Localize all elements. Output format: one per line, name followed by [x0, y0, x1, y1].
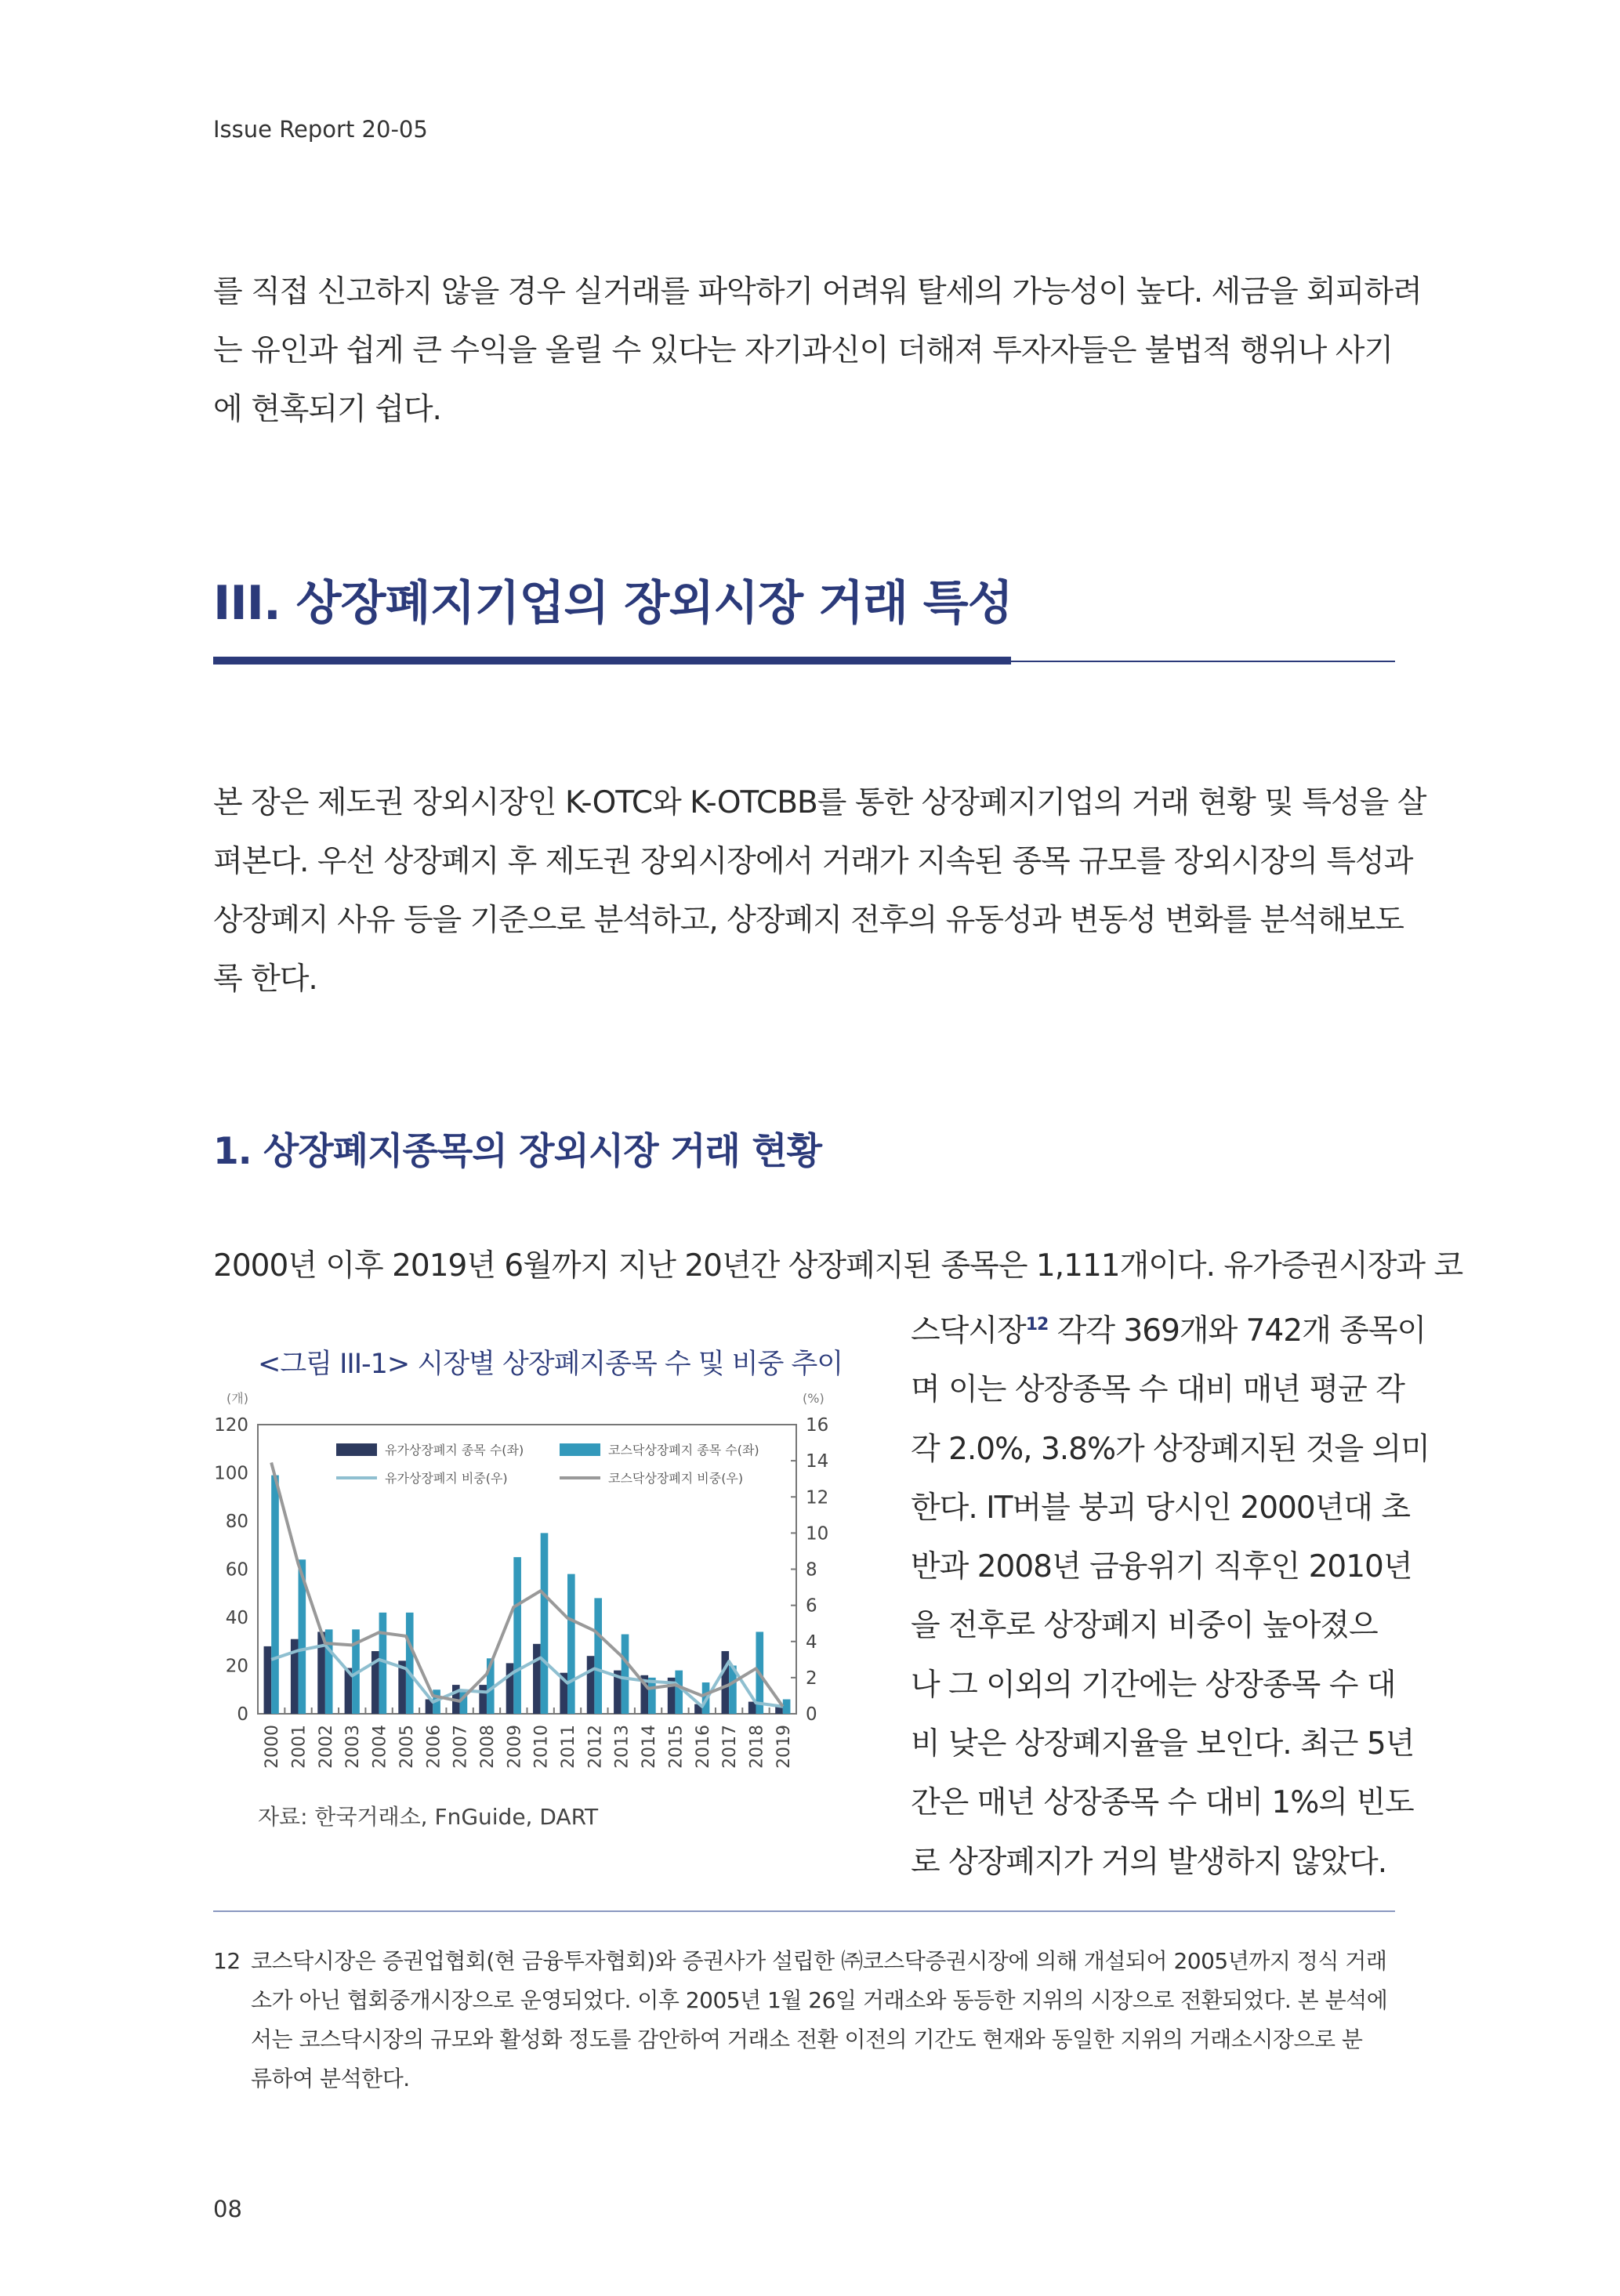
legend-label: 코스닥상장폐지 비중(우)	[608, 1471, 744, 1486]
section-title: III. 상장폐지기업의 장외시장 거래 특성	[213, 576, 1013, 631]
footnote	[213, 1942, 1397, 2099]
paragraph-status-first-line	[213, 1237, 1463, 1295]
paragraph-line: 나 그 이외의 기간에는 상장종목 수 대	[911, 1667, 1396, 1703]
paragraph-line: 본 장은 제도권 장외시장인 K-OTC와 K-OTCBB를 통한 상장폐지기업의 거래 현황 및 특성을 살	[213, 785, 1426, 820]
paragraph-status-column	[911, 1295, 1430, 1892]
plot-frame	[258, 1425, 796, 1714]
footnote-divider	[213, 1910, 1395, 1912]
paragraph-line: 을 전후로 상장폐지 비중이 높아졌으	[911, 1608, 1378, 1644]
paragraph-line	[911, 1295, 1430, 1360]
x-tick-label: 2012	[585, 1725, 606, 1769]
paragraph-line: 상장폐지 사유 등을 기준으로 분석하고, 상장폐지 전후의 유동성과 변동성 변화를 분석해보도	[213, 903, 1404, 938]
x-tick-label: 2015	[666, 1725, 687, 1769]
subsection-title: 1. 상장폐지종목의 장외시장 거래 현황	[213, 1130, 822, 1173]
footnote-line: 코스닥시장은 증권업협회(현 금융투자협회)와 증권사가 설립한 ㈜코스닥증권시장에 의해 개설되어 2005년까지 정식 거래	[251, 1948, 1387, 1974]
bar-kospi-count	[506, 1663, 514, 1714]
bar-kospi-count	[533, 1644, 541, 1714]
x-tick-label: 2002	[316, 1725, 336, 1769]
paragraph-line: 에 현혹되기 쉽다.	[213, 392, 441, 427]
paragraph-line: 로 상장폐지가 거의 발생하지 않았다.	[911, 1844, 1387, 1880]
x-tick-label: 2006	[424, 1725, 444, 1769]
paragraph-intro	[213, 263, 1422, 439]
x-tick-label: 2008	[477, 1725, 498, 1769]
bar-kospi-count	[479, 1685, 487, 1714]
bar-kosdaq-count	[541, 1533, 549, 1714]
paragraph-line: 펴본다. 우선 상장폐지 후 제도권 장외시장에서 거래가 지속된 종목 규모를 장외시장의 특성과	[213, 844, 1413, 879]
right-tick-label: 4	[806, 1631, 817, 1653]
left-tick-label: 120	[214, 1415, 248, 1436]
bar-kosdaq-count	[783, 1700, 791, 1714]
x-tick-label: 2018	[747, 1725, 767, 1769]
bar-kosdaq-count	[513, 1557, 521, 1714]
right-tick-label: 6	[806, 1595, 817, 1617]
paragraph-line: 비 낮은 상장폐지율을 보인다. 최근 5년	[911, 1726, 1415, 1762]
bar-kosdaq-count	[622, 1635, 629, 1714]
legend-swatch	[560, 1443, 600, 1456]
paragraph-line: 며 이는 상장종목 수 대비 매년 평균 각	[911, 1372, 1404, 1408]
bar-kosdaq-count	[406, 1613, 414, 1714]
footnote-ref[interactable]: 12	[1025, 1315, 1049, 1335]
right-tick-label: 14	[806, 1451, 829, 1472]
footnote-number: 12	[213, 1948, 241, 1974]
x-tick-label: 2013	[612, 1725, 632, 1769]
legend-label: 유가상장폐지 비중(우)	[385, 1471, 508, 1486]
page-number: 08	[213, 2196, 242, 2222]
paragraph-line: 반과 2008년 금융위기 직후인 2010년	[911, 1549, 1412, 1585]
right-tick-label: 10	[806, 1523, 829, 1545]
paragraph-line: 간은 매년 상장종목 수 대비 1%의 빈도	[911, 1785, 1414, 1821]
x-tick-label: 2009	[505, 1725, 525, 1769]
x-tick-label: 2017	[720, 1725, 741, 1769]
figure-source: 자료: 한국거래소, FnGuide, DART	[258, 1804, 599, 1830]
section-divider-thin	[1011, 661, 1395, 662]
left-tick-label: 80	[225, 1512, 248, 1532]
bar-kospi-count	[264, 1646, 272, 1714]
bar-kosdaq-count	[594, 1598, 602, 1714]
bar-kosdaq-count	[271, 1476, 279, 1714]
left-tick-label: 0	[237, 1704, 248, 1725]
left-tick-label: 20	[225, 1656, 248, 1677]
legend-label: 유가상장폐지 종목 수(좌)	[385, 1443, 524, 1458]
x-tick-label: 2007	[451, 1725, 471, 1769]
section-divider	[213, 657, 1011, 665]
right-axis-unit: (%)	[803, 1391, 824, 1406]
paragraph-line: 2000년 이후 2019년 6월까지 지난 20년간 상장폐지된 종목은 1,111개이다. 유가증권시장과 코	[213, 1248, 1463, 1284]
bar-kospi-count	[587, 1656, 595, 1714]
paragraph-line: 록 한다.	[213, 961, 317, 997]
footnote-line: 소가 아닌 협회중개시장으로 운영되었다. 이후 2005년 1월 26일 거래소와 동등한 지위의 시장으로 전환되었다. 본 분석에	[251, 1987, 1388, 2013]
delisting-chart	[213, 1391, 856, 1783]
footnote-line: 서는 코스닥시장의 규모와 활성화 정도를 감안하여 거래소 전환 이전의 기간도 현재와 동일한 지위의 거래소시장으로 분	[251, 2026, 1363, 2052]
right-tick-label: 16	[806, 1415, 829, 1436]
paragraph-line: 를 직접 신고하지 않을 경우 실거래를 파악하기 어려워 탈세의 가능성이 높다. 세금을 회피하려	[213, 274, 1422, 310]
x-tick-label: 2000	[263, 1725, 283, 1769]
text: 스닥시장	[911, 1313, 1026, 1349]
right-tick-label: 2	[806, 1668, 817, 1689]
left-tick-label: 60	[225, 1559, 248, 1581]
left-tick-label: 100	[214, 1463, 248, 1484]
left-axis-unit: (개)	[227, 1391, 248, 1406]
figure-caption: <그림 III-1> 시장별 상장폐지종목 수 및 비중 추이	[258, 1349, 843, 1380]
text: 각각 369개와 742개 종목이	[1048, 1313, 1426, 1349]
legend-label: 코스닥상장폐지 종목 수(좌)	[608, 1443, 759, 1458]
report-header: Issue Report 20-05	[213, 116, 428, 143]
x-tick-label: 2014	[640, 1725, 660, 1769]
x-tick-label: 2004	[370, 1725, 390, 1769]
x-tick-label: 2003	[343, 1725, 364, 1769]
footnote-line: 류하여 분석한다.	[251, 2066, 410, 2091]
x-tick-label: 2019	[774, 1725, 794, 1769]
x-tick-label: 2005	[397, 1725, 417, 1769]
x-tick-label: 2001	[289, 1725, 310, 1769]
x-tick-label: 2011	[559, 1725, 579, 1769]
right-tick-label: 8	[806, 1559, 817, 1581]
right-tick-label: 0	[806, 1704, 817, 1725]
bar-kosdaq-count	[567, 1574, 575, 1714]
right-tick-label: 12	[806, 1487, 829, 1508]
paragraph-line: 각 2.0%, 3.8%가 상장폐지된 것을 의미	[911, 1431, 1430, 1467]
legend-swatch	[336, 1443, 377, 1456]
paragraph-line: 는 유인과 쉽게 큰 수익을 올릴 수 있다는 자기과신이 더해져 투자자들은 불법적 행위나 사기	[213, 333, 1393, 368]
paragraph-overview	[213, 773, 1426, 1009]
x-tick-label: 2016	[693, 1725, 713, 1769]
left-tick-label: 40	[225, 1608, 248, 1628]
bar-kosdaq-count	[675, 1671, 683, 1714]
paragraph-line: 한다. IT버블 붕괴 당시인 2000년대 초	[911, 1490, 1411, 1526]
x-tick-label: 2010	[531, 1725, 552, 1769]
